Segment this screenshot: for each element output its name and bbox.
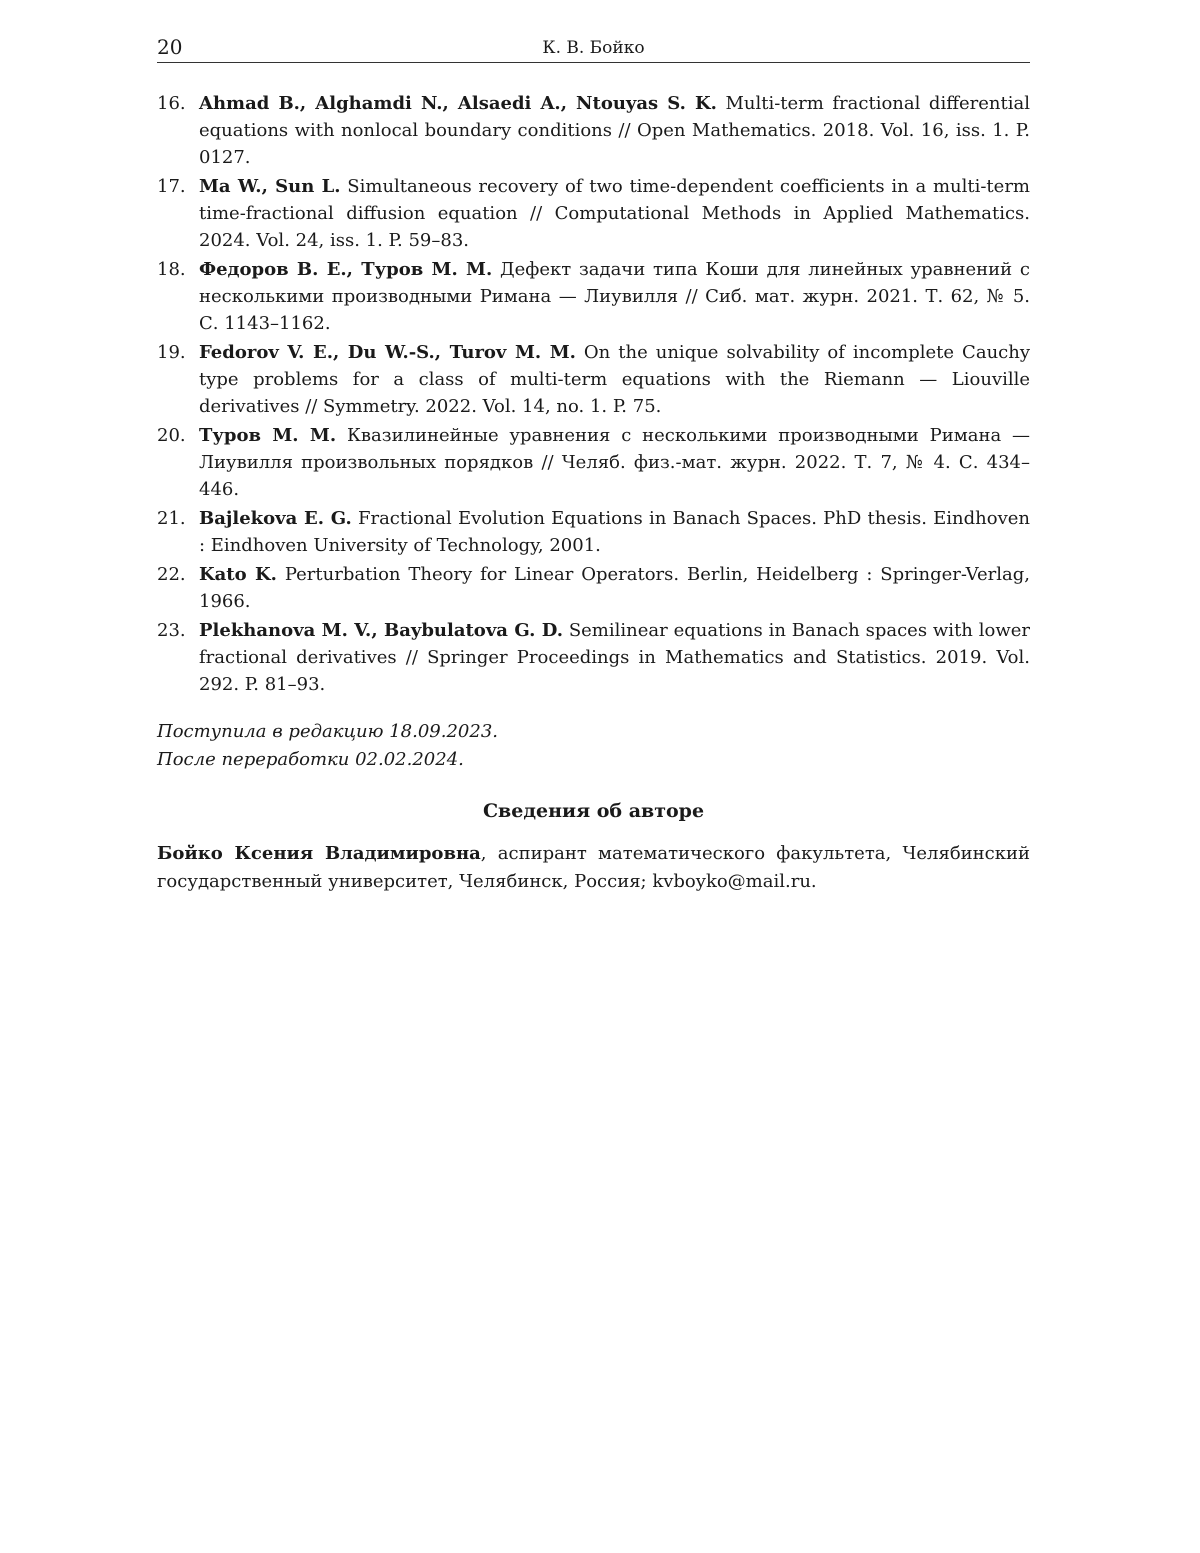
reference-list bbox=[157, 90, 1030, 698]
submission-dates bbox=[157, 718, 1030, 774]
reference-number: 17. bbox=[157, 176, 186, 197]
reference-text: Fractional Evolution Equations in Banach Spaces. PhD thesis. Eindhoven : Eindhoven University of Technology, 2001. bbox=[199, 508, 1031, 556]
reference-item bbox=[157, 256, 1030, 337]
running-title: К. В. Бойко bbox=[542, 38, 645, 58]
revised-date: После переработки 02.02.2024. bbox=[157, 749, 464, 770]
reference-item bbox=[157, 422, 1030, 503]
author-name: Бойко Ксения Владимировна bbox=[157, 843, 481, 864]
reference-authors: Fedorov V. E., Du W.-S., Turov M. M. bbox=[199, 342, 576, 363]
running-header bbox=[157, 0, 1030, 63]
reference-authors: Kato K. bbox=[199, 564, 277, 585]
reference-number: 23. bbox=[157, 620, 186, 641]
reference-item bbox=[157, 561, 1030, 615]
reference-item bbox=[157, 173, 1030, 254]
reference-authors: Туров М. М. bbox=[199, 425, 337, 446]
page bbox=[157, 0, 1030, 896]
author-details: , аспирант математического факультета, Челябинский государственный университет, Челябинск, Россия; kvboyko@mail.ru. bbox=[157, 843, 1030, 892]
page-number: 20 bbox=[157, 35, 183, 59]
reference-text: Perturbation Theory for Linear Operators. Berlin, Heidelberg : Springer-Verlag, 1966. bbox=[199, 564, 1030, 612]
reference-item bbox=[157, 339, 1030, 420]
reference-text: Semilinear equations in Banach spaces with lower fractional derivatives // Springer Proceedings in Mathematics and Statistics. 2019. Vol. 292. P. 81–93. bbox=[199, 620, 1031, 695]
reference-text: Дефект задачи типа Коши для линейных уравнений с несколькими производными Римана — Лиувилля // Сиб. мат. журн. 2021. Т. 62, № 5. С. 1143–1162. bbox=[199, 259, 1030, 334]
reference-item bbox=[157, 505, 1030, 559]
reference-text: Multi-term fractional differential equations with nonlocal boundary conditions // Open Mathematics. 2018. Vol. 16, iss. 1. P. 0127. bbox=[199, 93, 1030, 168]
reference-number: 18. bbox=[157, 259, 186, 280]
reference-number: 19. bbox=[157, 342, 186, 363]
reference-authors: Ahmad B., Alghamdi N., Alsaedi A., Ntouyas S. K. bbox=[199, 93, 717, 114]
reference-number: 20. bbox=[157, 425, 186, 446]
reference-number: 22. bbox=[157, 564, 186, 585]
reference-item bbox=[157, 617, 1030, 698]
reference-item bbox=[157, 90, 1030, 171]
reference-text: Simultaneous recovery of two time-dependent coefficients in a multi-term time-fractional diffusion equation // Computational Methods in Applied Mathematics. 2024. Vol. 24, iss. 1. P. 59–83. bbox=[199, 176, 1030, 251]
reference-number: 16. bbox=[157, 93, 186, 114]
reference-text: Квазилинейные уравнения с несколькими производными Римана — Лиувилля произвольных порядков // Челяб. физ.-мат. журн. 2022. Т. 7, № 4. С. 434–446. bbox=[199, 425, 1030, 500]
reference-text: On the unique solvability of incomplete Cauchy type problems for a class of multi-term equations with the Riemann — Liouville derivatives // Symmetry. 2022. Vol. 14, no. 1. P. 75. bbox=[199, 342, 1031, 417]
reference-authors: Bajlekova E. G. bbox=[199, 508, 352, 529]
reference-authors: Ma W., Sun L. bbox=[199, 176, 341, 197]
reference-number: 21. bbox=[157, 508, 186, 529]
reference-authors: Plekhanova M. V., Baybulatova G. D. bbox=[199, 620, 563, 641]
reference-authors: Федоров В. Е., Туров М. М. bbox=[199, 259, 493, 280]
received-date: Поступила в редакцию 18.09.2023. bbox=[157, 721, 498, 742]
about-author-text bbox=[157, 840, 1030, 896]
about-author-heading: Сведения об авторе bbox=[482, 800, 705, 822]
